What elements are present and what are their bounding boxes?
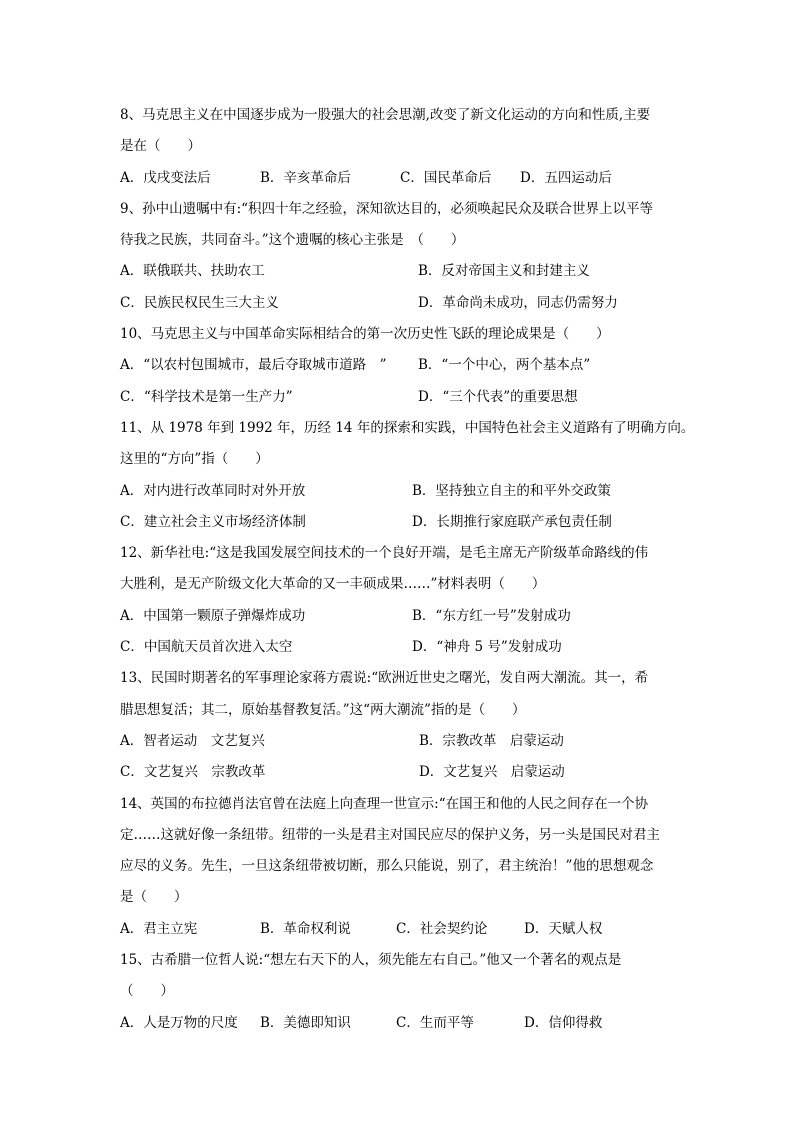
option-c: C．生而平等: [396, 1014, 474, 1031]
option-d: D．五四运动后: [520, 169, 612, 186]
option-d: D．“神舟 5 号”发射成功: [412, 639, 562, 656]
question-stem: 11、从 1978 年到 1992 年，历经 14 年的探索和实践，中国特色社会主义道路有了明确方向。: [120, 419, 695, 436]
options-row: [120, 726, 680, 757]
option-b: B．美德即知识: [260, 1014, 351, 1031]
options-row: [120, 288, 680, 319]
question-stem: 是在（ ）: [120, 138, 201, 155]
question-10: [120, 319, 680, 413]
option-c: C．民族民权民生三大主义: [120, 294, 279, 311]
option-d: D．文艺复兴 启蒙运动: [418, 764, 565, 781]
option-a: A．中国第一颗原子弹爆炸成功: [120, 607, 306, 624]
option-b: B．“一个中心，两个基本点”: [418, 357, 591, 374]
question-8: [120, 100, 680, 194]
question-stem: 大胜利，是无产阶级文化大革命的又一丰硕成果……”材料表明（ ）: [120, 576, 546, 593]
option-c: C．文艺复兴 宗教改革: [120, 764, 266, 781]
question-stem: 应尽的义务。先生，一旦这条纽带被切断，那么只能说，别了，君主统治！”他的思想观念: [120, 858, 654, 875]
options-row: [120, 1008, 680, 1039]
options-row: [120, 476, 680, 507]
question-stem: 待我之民族，共同奋斗。”这个遗嘱的核心主张是 （ ）: [120, 232, 465, 249]
question-14: [120, 789, 680, 945]
option-b: B．革命权利说: [260, 920, 351, 937]
option-c: C．中国航天员首次进入太空: [120, 639, 293, 656]
question-15: [120, 945, 680, 1039]
options-row: [120, 632, 680, 663]
question-12: [120, 538, 680, 663]
question-stem: 15、古希腊一位哲人说:“想左右天下的人，须先能左右自己。”他又一个著名的观点是: [120, 952, 622, 969]
question-stem: （ ）: [120, 983, 174, 1000]
option-d: D．信仰得救: [524, 1014, 603, 1031]
option-d: D．革命尚未成功，同志仍需努力: [418, 294, 618, 311]
option-c: C．社会契约论: [396, 920, 488, 937]
option-c: C．“科学技术是第一生产力”: [120, 388, 293, 405]
question-stem: 14、英国的布拉德肖法官曾在法庭上向查理一世宣示:“在国王和他的人民之间存在一个协: [120, 795, 649, 812]
options-row: [120, 382, 680, 413]
option-a: A．对内进行改革同时对外开放: [120, 482, 306, 499]
option-b: B．“东方红一号”发射成功: [412, 607, 571, 624]
question-11: [120, 413, 695, 538]
question-stem: 定……这就好像一条纽带。纽带的一头是君主对国民应尽的保护义务，另一头是国民对君主: [120, 826, 660, 843]
option-b: B．坚持独立自主的和平外交政策: [412, 482, 611, 499]
question-stem: 10、马克思主义与中国革命实际相结合的第一次历史性飞跃的理论成果是（ ）: [120, 326, 610, 343]
option-c: C．建立社会主义市场经济体制: [120, 513, 306, 530]
options-row: [120, 256, 680, 287]
option-d: D．“三个代表”的重要思想: [418, 388, 578, 405]
option-b: B．反对帝国主义和封建主义: [418, 263, 590, 280]
question-9: [120, 194, 680, 319]
option-a: A．联俄联共、扶助农工: [120, 263, 265, 280]
question-stem: 腊思想复活；其二，原始基督教复活。”这“两大潮流”指的是（ ）: [120, 701, 526, 718]
option-a: A．人是万物的尺度: [120, 1014, 238, 1031]
options-row: [120, 350, 680, 381]
question-stem: 这里的“方向”指（ ）: [120, 451, 269, 468]
option-c: C．国民革命后: [400, 169, 492, 186]
question-stem: 8、马克思主义在中国逐步成为一股强大的社会思潮,改变了新文化运动的方向和性质,主要: [120, 107, 651, 123]
exam-page: [120, 100, 695, 1039]
question-13: [120, 663, 680, 788]
options-row: [120, 507, 680, 538]
option-a: A．“以农村包围城市，最后夺取城市道路 ”: [120, 357, 387, 374]
question-stem: 是（ ）: [120, 889, 188, 906]
options-row: [120, 601, 680, 632]
option-d: D．长期推行家庭联产承包责任制: [412, 513, 612, 530]
option-a: A．戊戌变法后: [120, 169, 211, 186]
options-row: [120, 757, 680, 788]
option-b: B．宗教改革 启蒙运动: [418, 732, 564, 749]
options-row: [120, 163, 680, 194]
option-a: A．君主立宪: [120, 920, 198, 937]
option-a: A．智者运动 文艺复兴: [120, 732, 265, 749]
question-stem: 13、民国时期著名的军事理论家蒋方震说:“欧洲近世史之曙光，发自两大潮流。其一，希: [120, 670, 649, 687]
question-stem: 12、新华社电:“这是我国发展空间技术的一个良好开端，是毛主席无产阶级革命路线的伟: [120, 545, 649, 562]
question-stem: 9、孙中山遗嘱中有:“积四十年之经验，深知欲达目的，必须唤起民众及联合世界上以平等: [120, 200, 654, 217]
option-d: D．天赋人权: [524, 920, 603, 937]
option-b: B．辛亥革命后: [260, 169, 351, 186]
options-row: [120, 914, 680, 945]
